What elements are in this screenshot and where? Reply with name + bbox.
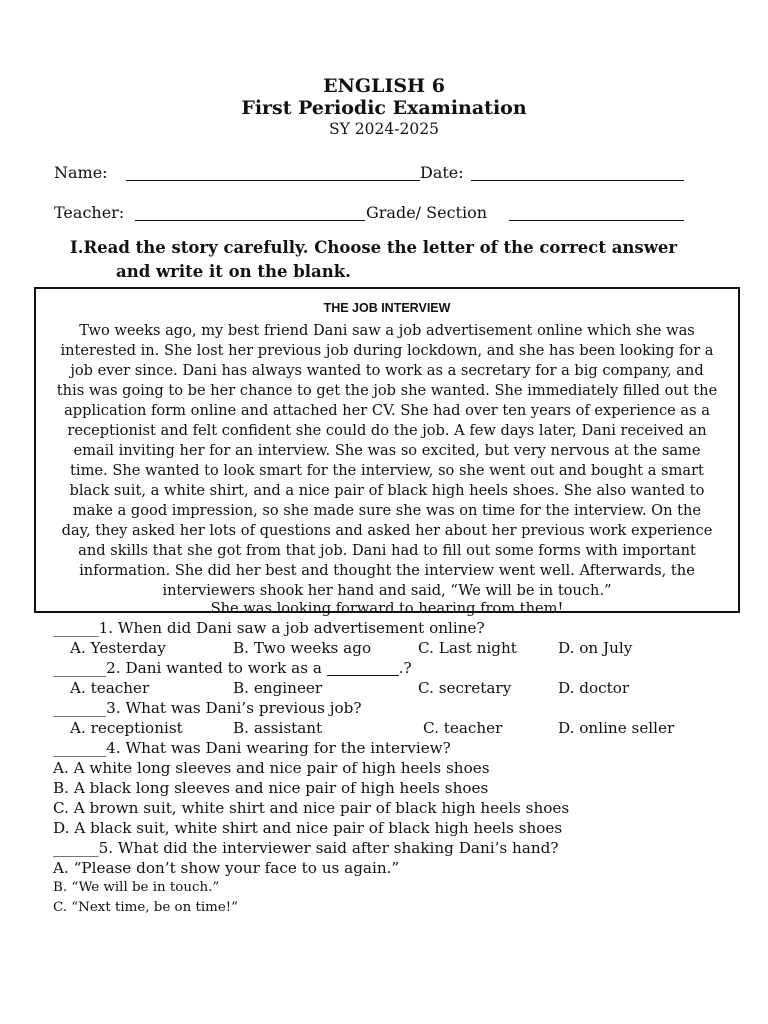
question-1 <box>53 619 485 637</box>
teacher-label: Teacher: <box>54 203 125 222</box>
date-label: Date: <box>420 163 464 182</box>
question-text: 5. What did the interviewer said after shaking Dani’s hand? <box>98 839 559 857</box>
story-line: Two weeks ago, my best friend Dani saw a job advertisement online which she was <box>79 322 695 339</box>
question-4 <box>53 739 451 757</box>
question-text: 3. What was Dani’s previous job? <box>106 699 362 717</box>
subject-title: ENGLISH 6 <box>323 75 445 97</box>
question-text: 4. What was Dani wearing for the interview? <box>106 739 451 757</box>
option-4b: B. A black long sleeves and nice pair of high heels shoes <box>53 779 489 797</box>
story-line: She was looking forward to hearing from them! <box>210 600 564 617</box>
option-2d: D. doctor <box>558 679 630 697</box>
story-line: job ever since. Dani has always wanted to work as a secretary for a big company, and <box>70 362 704 379</box>
option-2c: C. secretary <box>418 679 512 697</box>
option-1c: C. Last night <box>418 639 517 657</box>
story-line: interested in. She lost her previous job during lockdown, and she has been looking for a <box>60 342 714 359</box>
option-1d: D. on July <box>558 639 633 657</box>
story-line: day, they asked her lots of questions and asked her about her previous work experience <box>61 522 713 539</box>
answer-blank-3[interactable]: _______ <box>53 699 107 717</box>
date-blank[interactable] <box>471 180 684 181</box>
story-line: receptionist and felt confident she could do the job. A few days later, Dani received an <box>67 422 707 439</box>
option-3d: D. online seller <box>558 719 675 737</box>
option-5c: C. “Next time, be on time!” <box>53 900 238 915</box>
option-3a: A. receptionist <box>70 719 183 737</box>
story-line: email inviting her for an interview. She was so excited, but very nervous at the same <box>73 442 701 459</box>
option-4c: C. A brown suit, white shirt and nice pair of black high heels shoes <box>53 799 570 817</box>
story-line: time. She wanted to look smart for the interview, so she went out and bought a smart <box>70 462 704 479</box>
option-5b: B. “We will be in touch.” <box>53 880 220 895</box>
instructions-line-2: and write it on the blank. <box>116 262 351 281</box>
story-line: this was going to be her chance to get the job she wanted. She immediately filled out the <box>56 382 718 399</box>
question-3 <box>53 699 362 717</box>
question-2 <box>53 659 412 677</box>
instructions-line-1: I.Read the story carefully. Choose the letter of the correct answer <box>70 238 678 257</box>
grade-section-label: Grade/ Section <box>366 203 488 222</box>
option-1a: A. Yesterday <box>70 639 166 657</box>
name-label: Name: <box>54 163 108 182</box>
option-3c: C. teacher <box>423 719 503 737</box>
option-2b: B. engineer <box>233 679 323 697</box>
answer-blank-5[interactable]: ______ <box>53 839 99 857</box>
school-year: SY 2024-2025 <box>329 120 439 138</box>
name-blank[interactable] <box>126 180 420 181</box>
question-5 <box>53 839 559 857</box>
question-text: 2. Dani wanted to work as a <box>106 659 327 677</box>
story-line: information. She did her best and thought the interview went well. Afterwards, the <box>79 562 695 579</box>
option-4d: D. A black suit, white shirt and nice pair of black high heels shoes <box>53 819 563 837</box>
exam-title: First Periodic Examination <box>241 97 527 119</box>
question-text-end: .? <box>398 659 412 677</box>
answer-blank-1[interactable]: ______ <box>53 619 99 637</box>
option-4a: A. A white long sleeves and nice pair of high heels shoes <box>53 759 490 777</box>
option-5a: A. “Please don’t show your face to us again.” <box>53 859 400 877</box>
option-1b: B. Two weeks ago <box>233 639 372 657</box>
option-2a: A. teacher <box>70 679 150 697</box>
question-text: 1. When did Dani saw a job advertisement online? <box>98 619 485 637</box>
answer-blank-4[interactable]: _______ <box>53 739 107 757</box>
story-title: THE JOB INTERVIEW <box>323 301 451 315</box>
grade-section-blank[interactable] <box>509 220 684 221</box>
answer-blank-2[interactable]: _______ <box>53 659 107 677</box>
story-box <box>34 287 740 617</box>
story-line: application form online and attached her CV. She had over ten years of experience as a <box>64 402 710 419</box>
story-line: interviewers shook her hand and said, “We will be in touch.” <box>162 582 612 599</box>
story-line: black suit, a white shirt, and a nice pair of black high heels shoes. She also wanted to <box>69 482 705 499</box>
fill-in-blank[interactable] <box>327 660 399 676</box>
option-3b: B. assistant <box>233 719 323 737</box>
story-line: and skills that she got from that job. Dani had to fill out some forms with important <box>78 542 696 559</box>
story-line: make a good impression, so she made sure she was on time for the interview. On the <box>72 502 702 519</box>
teacher-blank[interactable] <box>135 220 365 221</box>
